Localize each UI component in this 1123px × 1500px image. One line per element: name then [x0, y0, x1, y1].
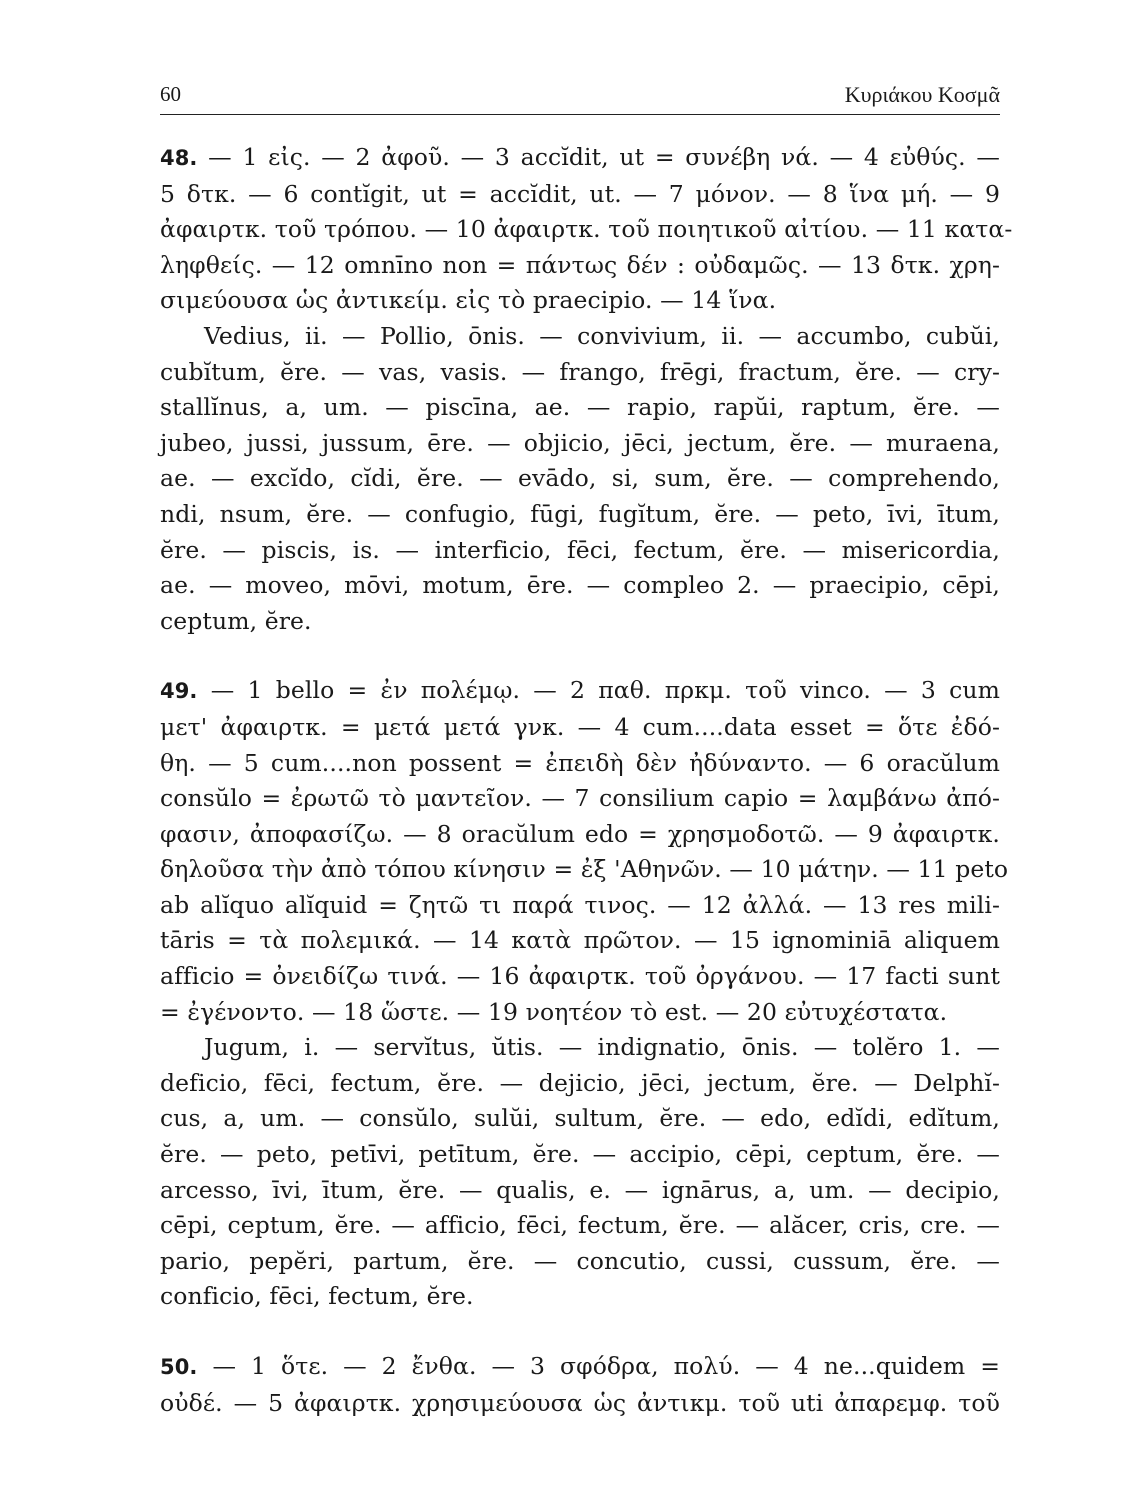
- line-text: σιμεύουσα ὡς ἀντικείμ. εἰς τὸ praecipio. — 14 ἵνα.: [160, 286, 777, 315]
- line-text: φασιν, ἀποφασίζω. — 8 oracŭlum edo = χρησμοδοτῶ. — 9 ἀφαιρτκ.: [160, 819, 1000, 848]
- text-line: [160, 248, 1000, 284]
- text-line: [160, 568, 1000, 604]
- text-line: [160, 1279, 1000, 1315]
- text-line: [160, 710, 1000, 746]
- text-line: [160, 390, 1000, 426]
- line-text: ae. — moveo, mōvi, motum, ēre. — compleo 2. — praecipio, cēpi,: [160, 571, 1000, 600]
- text-line: [160, 1137, 1000, 1173]
- line-text: ceptum, ĕre.: [160, 606, 312, 635]
- section-gap: [160, 1315, 1000, 1349]
- text-line: [160, 1208, 1000, 1244]
- line-text: tāris = τὰ πολεμικά. — 14 κατὰ πρῶτον. — 15 ignominiā aliquem: [160, 926, 1000, 955]
- text-line: [160, 604, 1000, 640]
- exercise-section: [160, 673, 1009, 1315]
- line-text: — 1 bello = ἐν πολέμῳ. — 2 παθ. πρκμ. τοῦ vinco. — 3 cum: [197, 676, 1000, 705]
- text-line: [160, 283, 1000, 319]
- text-line: [160, 1386, 1000, 1422]
- line-text: μετ' ἀφαιρτκ. = μετά μετά γνκ. — 4 cum....data esset = ὅτε ἐδό-: [160, 712, 1000, 741]
- line-text: cus, a, um. — consŭlo, sulŭi, sultum, ĕre. — edo, edĭdi, edĭtum,: [160, 1104, 1000, 1133]
- line-text: arcesso, īvi, ītum, ĕre. — qualis, e. — ignārus, a, um. — decipio,: [160, 1175, 1000, 1204]
- page-body: [160, 140, 1013, 1421]
- line-text: ληφθείς. — 12 omnīno non = πάντως δέν : οὐδαμῶς. — 13 δτκ. χρη-: [160, 250, 1000, 279]
- line-text: pario, pepĕri, partum, ĕre. — concutio, cussi, cussum, ĕre. —: [160, 1246, 1000, 1275]
- line-text: ndi, nsum, ĕre. — confugio, fūgi, fugĭtum, ĕre. — peto, īvi, ītum,: [160, 499, 1000, 528]
- text-line: [160, 1244, 1000, 1280]
- text-line: [160, 212, 1013, 248]
- line-text: afficio = ὀνειδίζω τινά. — 16 ἀφαιρτκ. τοῦ ὀργάνου. — 17 facti sunt: [160, 962, 1000, 991]
- line-text: θη. — 5 cum....non possent = ἐπειδὴ δὲν ἠδύναντο. — 6 oracŭlum: [160, 748, 1000, 777]
- line-text: οὐδέ. — 5 ἀφαιρτκ. χρησιμεύουσα ὡς ἀντικμ. τοῦ uti ἀπαρεμφ. τοῦ: [160, 1388, 1000, 1417]
- page-number: 60: [160, 82, 181, 106]
- text-line: [160, 426, 1000, 462]
- line-text: jubeo, jussi, jussum, ēre. — objicio, jēci, jectum, ĕre. — muraena,: [160, 428, 1000, 457]
- text-line: [160, 888, 1000, 924]
- text-line: [160, 781, 1000, 817]
- line-text: ἀφαιρτκ. τοῦ τρόπου. — 10 ἀφαιρτκ. τοῦ ποιητικοῦ αἰτίου. — 11 κατα-: [160, 215, 1013, 244]
- line-text: conficio, fēci, fectum, ĕre.: [160, 1282, 474, 1311]
- line-text: cēpi, ceptum, ĕre. — afficio, fēci, fectum, ĕre. — alăcer, cris, cre. —: [160, 1211, 1000, 1240]
- text-line: [160, 1349, 1000, 1386]
- text-line: [160, 1030, 1000, 1066]
- line-text: ab alĭquo alĭquid = ζητῶ τι παρά τινος. — 12 ἀλλά. — 13 res mili-: [160, 890, 1000, 919]
- exercise-section: [160, 1349, 1000, 1421]
- text-line: [160, 959, 1000, 995]
- line-text: ĕre. — peto, petīvi, petītum, ĕre. — accipio, cēpi, ceptum, ĕre. —: [160, 1140, 1000, 1169]
- line-text: consŭlo = ἐρωτῶ τὸ μαντεῖον. — 7 consilium capio = λαμβάνω ἀπό-: [160, 784, 1000, 813]
- text-line: [160, 995, 1000, 1031]
- line-text: — 1 εἰς. — 2 ἀφοῦ. — 3 accĭdit, ut = συνέβη νά. — 4 εὐθύς. —: [197, 143, 1000, 171]
- text-line: [160, 852, 1009, 888]
- text-line: [160, 497, 1000, 533]
- text-line: [160, 177, 1000, 213]
- line-text: 5 δτκ. — 6 contĭgit, ut = accĭdit, ut. — 7 μόνον. — 8 ἵνα μή. — 9: [160, 179, 1000, 208]
- page-header: [160, 78, 1000, 115]
- exercise-section: [160, 140, 1013, 639]
- line-text: cubĭtum, ĕre. — vas, vasis. — frango, frēgi, fractum, ĕre. — cry-: [160, 357, 1000, 386]
- line-text: — 1 ὅτε. — 2 ἔνθα. — 3 σφόδρα, πολύ. — 4 ne...quidem =: [197, 1352, 1000, 1380]
- text-line: [160, 817, 1000, 853]
- text-line: [160, 673, 1000, 710]
- exercise-number: 50.: [160, 1355, 198, 1379]
- line-text: deficio, fēci, fectum, ĕre. — dejicio, jēci, jectum, ĕre. — Delphĭ-: [160, 1068, 1000, 1097]
- exercise-number: 48.: [160, 146, 198, 170]
- section-gap: [160, 639, 1000, 673]
- line-text: δηλοῦσα τὴν ἀπὸ τόπου κίνησιν = ἐξ 'Αθηνῶν. — 10 μάτην. — 11 peto: [160, 855, 1009, 884]
- text-line: [160, 1066, 1000, 1102]
- text-line: [160, 923, 1000, 959]
- running-title: Κυριάκου Κοσμᾶ: [844, 82, 1000, 107]
- text-line: [160, 319, 1000, 355]
- text-line: [160, 140, 1000, 177]
- line-text: ae. — excĭdo, cĭdi, ĕre. — evādo, si, sum, ĕre. — comprehendo,: [160, 464, 1000, 493]
- text-line: [160, 461, 1000, 497]
- line-text: stallĭnus, a, um. — piscīna, ae. — rapio, rapŭi, raptum, ĕre. —: [160, 393, 1000, 422]
- text-line: [160, 1173, 1000, 1209]
- text-line: [160, 533, 1000, 569]
- text-line: [160, 1101, 1000, 1137]
- line-text: Jugum, i. — servĭtus, ŭtis. — indignatio, ōnis. — tolĕro 1. —: [204, 1033, 1000, 1062]
- line-text: ĕre. — piscis, is. — interficio, fēci, fectum, ĕre. — misericordia,: [160, 535, 1000, 564]
- line-text: Vedius, ii. — Pollio, ōnis. — convivium, ii. — accumbo, cubŭi,: [204, 321, 1000, 350]
- text-line: [160, 355, 1000, 391]
- exercise-number: 49.: [160, 679, 198, 704]
- text-line: [160, 746, 1000, 782]
- line-text: = ἐγένοντο. — 18 ὥστε. — 19 νοητέον τὸ est. — 20 εὐτυχέστατα.: [160, 997, 948, 1026]
